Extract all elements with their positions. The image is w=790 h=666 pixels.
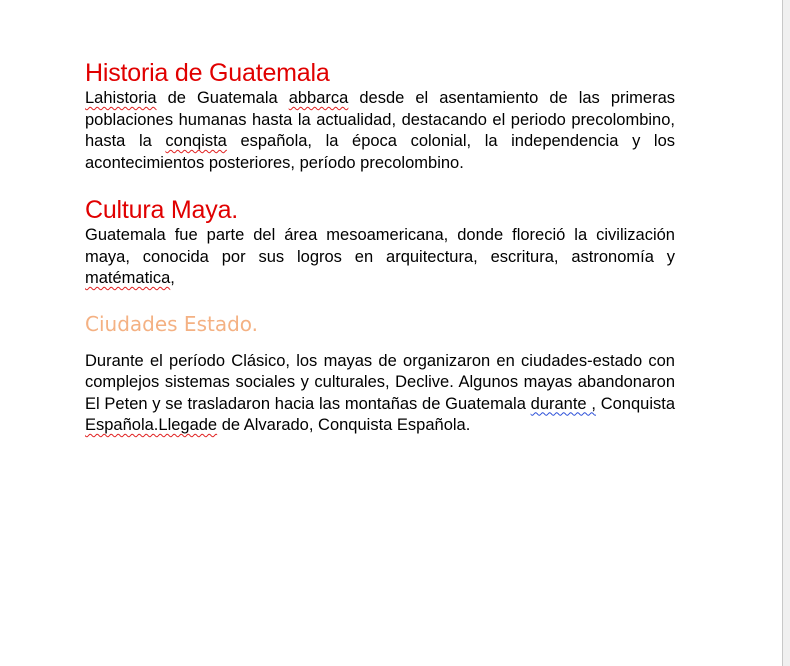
- text-run: española, la época colonial, la independencia y los acontecimientos posteriores, período precolombino.: [85, 132, 675, 172]
- paragraph-cultura-maya: [85, 225, 675, 290]
- document-body[interactable]: [85, 58, 675, 437]
- misspelled-word: conqista: [165, 132, 227, 150]
- misspelled-word: Lahistoria: [85, 89, 157, 107]
- heading-historia: Historia de Guatemala: [85, 59, 330, 87]
- heading-cultura-maya: Cultura Maya.: [85, 196, 239, 224]
- misspelled-word: matématica: [85, 269, 171, 287]
- text-run: Guatemala fue parte del área mesoamericana, donde floreció la civilización maya, conocida por sus logros en arquitectura, escritura, astronomía y: [85, 226, 675, 266]
- window-edge: [782, 0, 790, 666]
- section-cultura-maya: [85, 195, 675, 290]
- section-historia: [85, 58, 675, 174]
- heading-ciudades-estado: Ciudades Estado.: [85, 311, 259, 336]
- text-run: Conquista: [595, 394, 676, 413]
- text-run: ,: [170, 269, 175, 287]
- text-run: desde el asentamiento de las primeras poblaciones humanas hasta la actualidad, destacando el periodo precolombino, hasta la: [85, 89, 675, 150]
- text-run: de Guatemala: [156, 89, 289, 107]
- section-ciudades-estado: [85, 311, 675, 437]
- grammar-flagged-text: durante ,: [530, 394, 596, 413]
- misspelled-word: abbarca: [288, 89, 349, 107]
- paragraph-historia: [85, 88, 675, 174]
- text-run: Durante el período Clásico, los mayas de organizaron en ciudades-estado con complejos sistemas sociales y culturales, Declive. Algunos mayas abandonaron El Peten y se trasladaron hacia las montañas de Guatemala: [85, 351, 675, 413]
- text-run: de Alvarado, Conquista Española.: [217, 416, 471, 434]
- misspelled-word: Española.Llegade: [85, 416, 218, 434]
- paragraph-ciudades-estado: [85, 351, 675, 437]
